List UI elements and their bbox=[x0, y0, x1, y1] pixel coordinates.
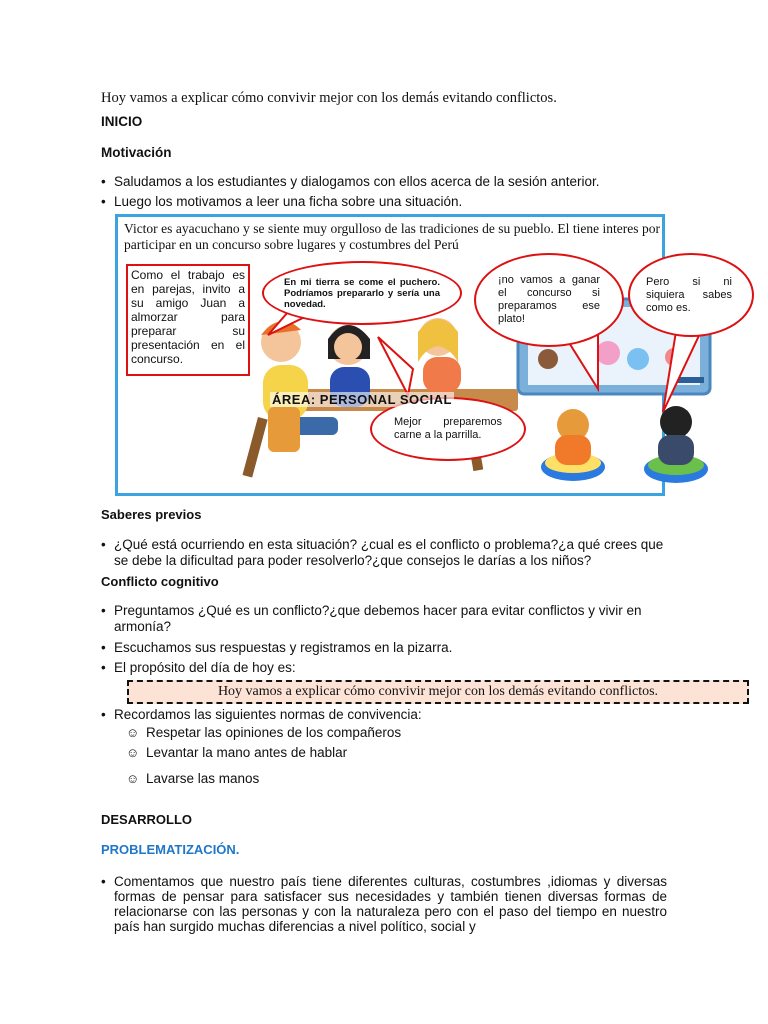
speech-bubble-ganar bbox=[474, 253, 624, 347]
bubble-text: En mi tierra se come el puchero. Podríamos prepararlo y sería una novedad. bbox=[284, 276, 440, 310]
norma-item: ☺ Lavarse las manos bbox=[124, 771, 524, 787]
list-item: • Saludamos a los estudiantes y dialogamos con ellos acerca de la sesión anterior. bbox=[101, 174, 661, 190]
problematizacion-heading: PROBLEMATIZACIÓN. bbox=[101, 842, 240, 857]
area-label: ÁREA: PERSONAL SOCIAL bbox=[272, 392, 452, 407]
inicio-heading: INICIO bbox=[101, 114, 143, 129]
invitation-box: Como el trabajo es en parejas, invito a su amigo Juan a almorzar para preparar su presentación en el concurso. bbox=[126, 264, 250, 376]
saberes-heading: Saberes previos bbox=[101, 507, 202, 522]
bubble-text: Mejor preparemos carne a la parrilla. bbox=[394, 416, 502, 441]
desarrollo-bullet-list bbox=[101, 874, 667, 934]
motivacion-heading: Motivación bbox=[101, 145, 172, 160]
story-card bbox=[115, 214, 732, 496]
list-item: • Luego los motivamos a leer una ficha sobre una situación. bbox=[101, 194, 661, 210]
conflicto-bullet-list bbox=[101, 603, 671, 676]
normas-intro-list bbox=[101, 707, 671, 723]
speech-bubble-puchero bbox=[262, 261, 462, 325]
list-item: • Escuchamos sus respuestas y registramos en la pizarra. bbox=[101, 640, 671, 656]
desarrollo-heading: DESARROLLO bbox=[101, 812, 192, 827]
inicio-bullet-list bbox=[101, 174, 661, 210]
saberes-bullet-list bbox=[101, 537, 671, 569]
list-item: • Recordamos las siguientes normas de convivencia: bbox=[101, 707, 671, 723]
story-text: Victor es ayacuchano y se siente muy orgulloso de las tradiciones de su pueblo. El tiene interes por participar en un concurso sobre lugares y costumbres del Perú bbox=[124, 221, 660, 252]
conflicto-heading: Conflicto cognitivo bbox=[101, 574, 219, 589]
list-item: • El propósito del día de hoy es: bbox=[101, 660, 671, 676]
list-item: • Preguntamos ¿Qué es un conflicto?¿que debemos hacer para evitar conflictos y vivir en armonía? bbox=[101, 603, 671, 635]
bubble-text: ¡no vamos a ganar el concurso si preparamos ese plato! bbox=[498, 274, 600, 325]
normas-list bbox=[124, 725, 524, 787]
intro-sentence: Hoy vamos a explicar cómo convivir mejor con los demás evitando conflictos. bbox=[101, 90, 557, 106]
purpose-box: Hoy vamos a explicar cómo convivir mejor con los demás evitando conflictos. bbox=[127, 680, 749, 704]
norma-item: ☺ Levantar la mano antes de hablar bbox=[124, 745, 524, 761]
list-item: • Comentamos que nuestro país tiene diferentes culturas, costumbres ,idiomas y diversas formas de pensar para satisfacer sus necesidades y también tienen diversas formas de relacionarse con las personas y con la naturaleza pero con el paso del tiempo en nuestro país han surgido muchas diferencias a nivel político, social y bbox=[101, 874, 667, 934]
speech-bubble-sabes bbox=[628, 253, 754, 337]
list-item: • ¿Qué está ocurriendo en esta situación? ¿cual es el conflicto o problema?¿a qué crees que se debe la dificultad para poder resolverlo?¿que consejos le darías a los niños? bbox=[101, 537, 671, 569]
bubble-text: Pero si ni siquiera sabes como es. bbox=[646, 275, 732, 314]
norma-item: ☺ Respetar las opiniones de los compañeros bbox=[124, 725, 524, 741]
